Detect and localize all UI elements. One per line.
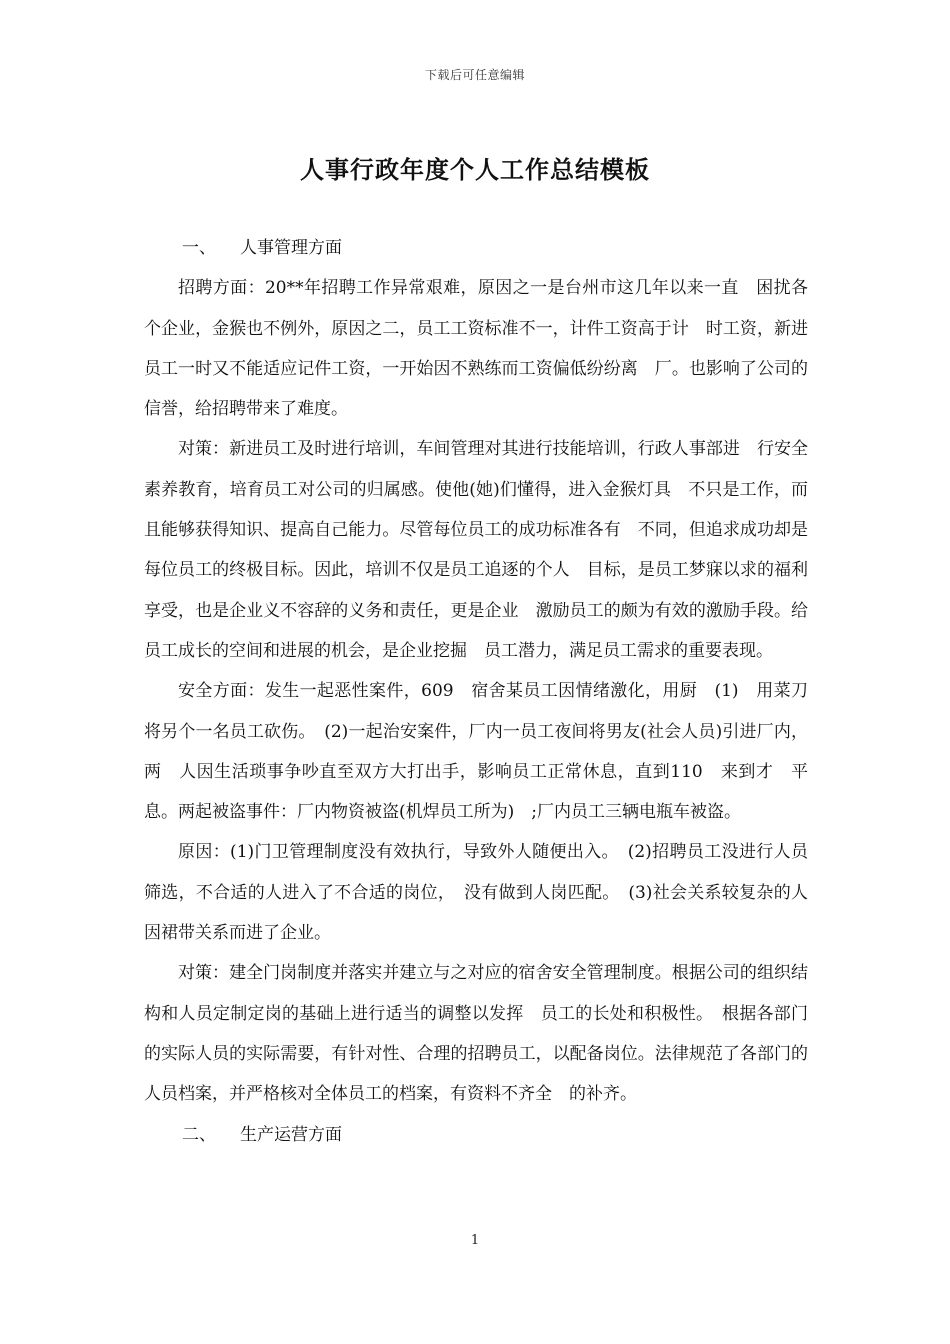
paragraph-recruitment: 招聘方面：20**年招聘工作异常艰难，原因之一是台州市这几年以来一直 困扰各个企业，金猴也不例外，原因之二，员工工资标准不一，计件工资高于计 时工资，新进员工一时又不能适应记件工资，一开始因不熟练而工资偏低纷纷离 厂。也影响了公司的信誉，给招聘带来了难度。 [144,278,808,420]
section-number: 二、 [182,1124,216,1145]
paragraph-safety-countermeasures: 对策：建全门岗制度并落实并建立与之对应的宿舍安全管理制度。根据公司的组织结构和人员定制定岗的基础上进行适当的调整以发挥 员工的长处和积极性。 根据各部门的实际人员的实际需要，有针对性、合理的招聘员工，以配备岗位。法律规范了各部门的人员档案，并严格核对全体员工的档案，有资料不齐全 的补齐。 [144,963,808,1105]
page-number: 1 [470,1233,480,1248]
section-heading-hr-management [144,228,808,268]
header-note: 下载后可任意编辑 [424,68,525,82]
paragraph-safety: 安全方面：发生一起恶性案件，609 宿舍某员工因情绪激化，用厨 (1) 用菜刀将另个一名员工砍伤。 (2)一起治安案件，厂内一员工夜间将男友(社会人员)引进厂内，两 人因生活琐事争吵直至双方大打出手，影响员工正常休息，直到110 来到才 平息。两起被盗事件：厂内物资被盗(机焊员工所为) ;厂内员工三辆电瓶车被盗。 [144,681,808,823]
section-number: 一、 [182,238,216,258]
paragraph-recruitment-countermeasures: 对策：新进员工及时进行培训，车间管理对其进行技能培训，行政人事部进 行安全素养教育，培育员工对公司的归属感。使他(她)们懂得，进入金猴灯具 不只是工作，而且能够获得知识、提高自己能力。尽管每位员工的成功标准各有 不同，但追求成功却是每位员工的终极目标。因此，培训不仅是员工追逐的个人 目标，是员工梦寐以求的福利享受，也是企业义不容辞的义务和责任，更是企业 激励员工的颇为有效的激励手段。给员工成长的空间和进展的机会，是企业挖掘 员工潜力，满足员工需求的重要表现。 [144,439,808,661]
document-title: 人事行政年度个人工作总结模板 [300,155,650,184]
section-heading-production [144,1115,808,1155]
section-title: 生产运营方面 [240,1124,342,1145]
document-body [144,228,808,1155]
section-title: 人事管理方面 [240,238,342,258]
paragraph-causes: 原因：(1)门卫管理制度没有效执行，导致外人随便出入。 (2)招聘员工没进行人员筛选，不合适的人进入了不合适的岗位， 没有做到人岗匹配。 (3)社会关系较复杂的人因裙带关系而进了企业。 [144,842,808,944]
